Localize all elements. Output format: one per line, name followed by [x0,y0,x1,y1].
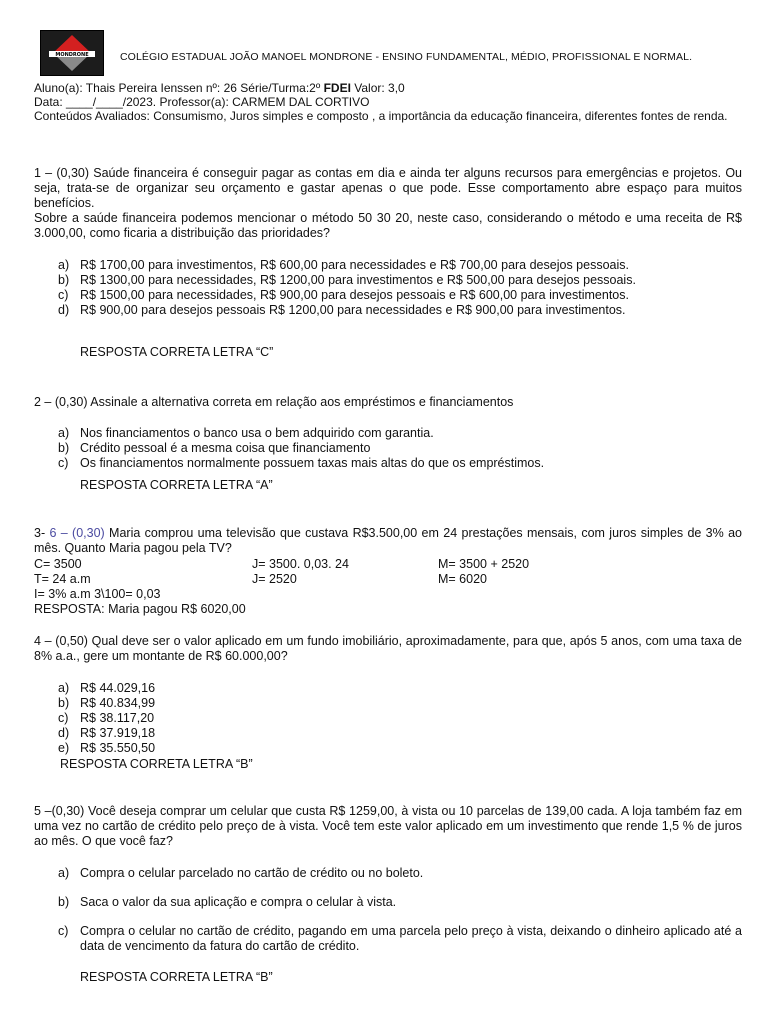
question-4-answer: RESPOSTA CORRETA LETRA “B” [60,757,253,771]
option-letter: b) [58,696,70,710]
question-2-answer: RESPOSTA CORRETA LETRA “A” [80,478,273,492]
option [34,258,742,273]
option-letter: b) [58,441,70,455]
student-line-prefix: Aluno(a): Thais Pereira Ienssen nº: 26 Série/Turma:2º [34,81,324,95]
question-2-text: 2 – (0,30) Assinale a alternativa correta em relação aos empréstimos e financiamentos [34,395,514,409]
option-letter: d) [58,726,70,740]
option [34,696,742,711]
calc-cell: M= 3500 + 2520 [438,557,530,571]
option-text: R$ 38.117,20 [80,711,155,725]
question-1 [34,166,742,241]
option-text: Compra o celular no cartão de crédito, pagando em uma parcela pelo preço à vista, deixando o dinheiro aplicado até a data de vencimento da fatura do cartão de crédito. [80,924,742,953]
calc-answer [34,602,742,617]
question-3-body: Maria comprou uma televisão que custava R$3.500,00 em 24 prestações mensais, com juros simples de 3% ao mês. Quanto Maria pagou pela TV? [34,526,742,555]
question-4-options [34,681,742,756]
question-3-prefix: 3- [34,526,50,540]
option [34,711,742,726]
option-text: Nos financiamentos o banco usa o bem adquirido com garantia. [80,426,434,440]
option [34,741,742,756]
option [34,866,742,881]
school-logo [40,30,104,76]
option-letter: a) [58,426,70,440]
option-letter: c) [58,456,69,470]
calc-cell: T= 24 a.m [34,572,91,586]
question-4-text: 4 – (0,50) Qual deve ser o valor aplicado em um fundo imobiliário, aproximadamente, para que, após 5 anos, com uma taxa de 8% a.a., gere um montante de R$ 60.000,00? [34,634,742,663]
question-3-calculation [34,557,742,617]
option-letter: e) [58,741,70,755]
option [34,273,742,288]
date-teacher-line: Data: ____/____/2023. Professor(a): CARMEM DAL CORTIVO [34,95,370,109]
option-text: R$ 1500,00 para necessidades, R$ 900,00 para desejos pessoais e R$ 600,00 para investimentos. [80,288,629,302]
option-text: R$ 1300,00 para necessidades, R$ 1200,00 para investimentos e R$ 500,00 para desejos pessoais. [80,273,636,287]
question-1-text-2: Sobre a saúde financeira podemos mencionar o método 50 30 20, neste caso, considerando o método e uma receita de R$ 3.000,00, como ficaria a distribuição das prioridades? [34,211,742,240]
option-letter: b) [58,895,70,909]
option-text: Saca o valor da sua aplicação e compra o celular à vista. [80,895,397,909]
option-letter: d) [58,303,70,317]
contents-line: Conteúdos Avaliados: Consumismo, Juros simples e composto , a importância da educação financeira, diferentes fontes de renda. [34,109,728,123]
option-letter: c) [58,288,69,302]
option [34,924,742,954]
calc-cell: C= 3500 [34,557,82,571]
option [34,426,742,441]
option [34,681,742,696]
question-1-answer: RESPOSTA CORRETA LETRA “C” [80,345,274,359]
question-5-answer: RESPOSTA CORRETA LETRA “B” [80,970,273,984]
option-letter: c) [58,711,69,725]
question-2-options [34,426,742,471]
calc-cell: M= 6020 [438,572,487,586]
option [34,288,742,303]
option [34,303,742,318]
option-letter: a) [58,866,70,880]
option [34,441,742,456]
option-letter: a) [58,258,70,272]
class-code: FDEI [323,81,351,95]
calc-row [34,557,742,572]
option-text: R$ 44.029,16 [80,681,156,695]
logo-graphic [41,31,103,75]
document-header [40,30,742,76]
logo-text: MONDRONE [55,52,89,58]
option-text: R$ 1700,00 para investimentos, R$ 600,00 para necessidades e R$ 700,00 para desejos pessoais. [80,258,629,272]
calc-row [34,572,742,587]
option-letter: a) [58,681,70,695]
calc-cell: J= 3500. 0,03. 24 [252,557,349,571]
calc-cell: I= 3% a.m 3\100= 0,03 [34,587,161,601]
question-3-text [34,526,742,556]
option-letter: b) [58,273,70,287]
option-text: Os financiamentos normalmente possuem taxas mais altas do que os empréstimos. [80,456,545,470]
question-3-number: 6 – (0,30) [49,526,105,540]
student-line [34,81,742,95]
option-text: R$ 900,00 para desejos pessoais R$ 1200,00 para necessidades e R$ 900,00 para investimentos. [80,303,626,317]
question-3-answer: RESPOSTA: Maria pagou R$ 6020,00 [34,602,246,616]
option-text: R$ 35.550,50 [80,741,156,755]
calc-cell: J= 2520 [252,572,297,586]
option-text: R$ 40.834,99 [80,696,156,710]
option-text: Compra o celular parcelado no cartão de crédito ou no boleto. [80,866,424,880]
question-5-text: 5 –(0,30) Você deseja comprar um celular que custa R$ 1259,00, à vista ou 10 parcelas de 139,00 cada. A loja também faz em uma vez no cartão de crédito pelo preço de à vista. Você tem este valor aplicado em um investimento que rende 1,5 % de juros ao mês. O que você faz? [34,804,742,848]
option-text: Crédito pessoal é a mesma coisa que financiamento [80,441,371,455]
student-info [34,81,742,123]
question-1-options [34,258,742,318]
calc-row [34,587,742,602]
school-name: COLÉGIO ESTADUAL JOÃO MANOEL MONDRONE - ENSINO FUNDAMENTAL, MÉDIO, PROFISSIONAL E NORMAL. [120,51,693,63]
option-letter: c) [58,924,69,938]
option [34,726,742,741]
question-5-options [34,866,742,954]
exam-page [34,0,742,1024]
option [34,456,742,471]
option [34,895,742,910]
question-1-text: 1 – (0,30) Saúde financeira é conseguir pagar as contas em dia e ainda ter alguns recursos para emergências e projetos. Ou seja, trata-se de organizar seu orçamento e gastar apenas o que pode. Esse comportamento abre espaço para muitos benefícios. [34,166,742,210]
option-text: R$ 37.919,18 [80,726,156,740]
student-line-suffix: Valor: 3,0 [350,81,405,95]
